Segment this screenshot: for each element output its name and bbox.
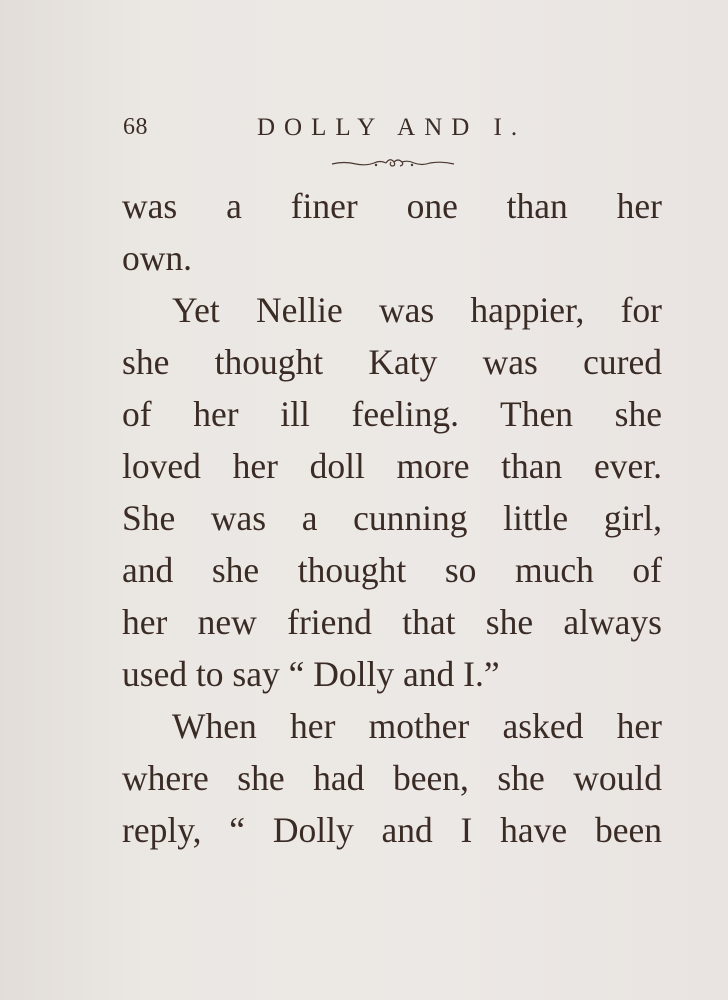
text-line: and she thought so much of [122, 550, 662, 590]
text-line: reply, “ Dolly and I have been [122, 810, 662, 850]
text-line: Yet Nellie was happier, for [172, 290, 662, 330]
text-line: of her ill feeling. Then she [122, 394, 662, 434]
running-head-title: DOLLY AND I. [257, 114, 527, 141]
text-line: where she had been, she would [122, 758, 662, 798]
text-line: used to say “ Dolly and I.” [122, 654, 500, 694]
text-line: She was a cunning little girl, [122, 498, 662, 538]
text-line: When her mother asked her [172, 706, 662, 746]
text-line: was a finer one than her [122, 186, 662, 226]
text-line: loved her doll more than ever. [122, 446, 662, 486]
scroll-ornament-icon [330, 156, 456, 170]
text-line: she thought Katy was cured [122, 342, 662, 382]
text-line: her new friend that she always [122, 602, 662, 642]
text-line: own. [122, 238, 193, 278]
page-header [120, 108, 660, 148]
body-text [122, 180, 662, 856]
page-number: 68 [123, 114, 148, 140]
